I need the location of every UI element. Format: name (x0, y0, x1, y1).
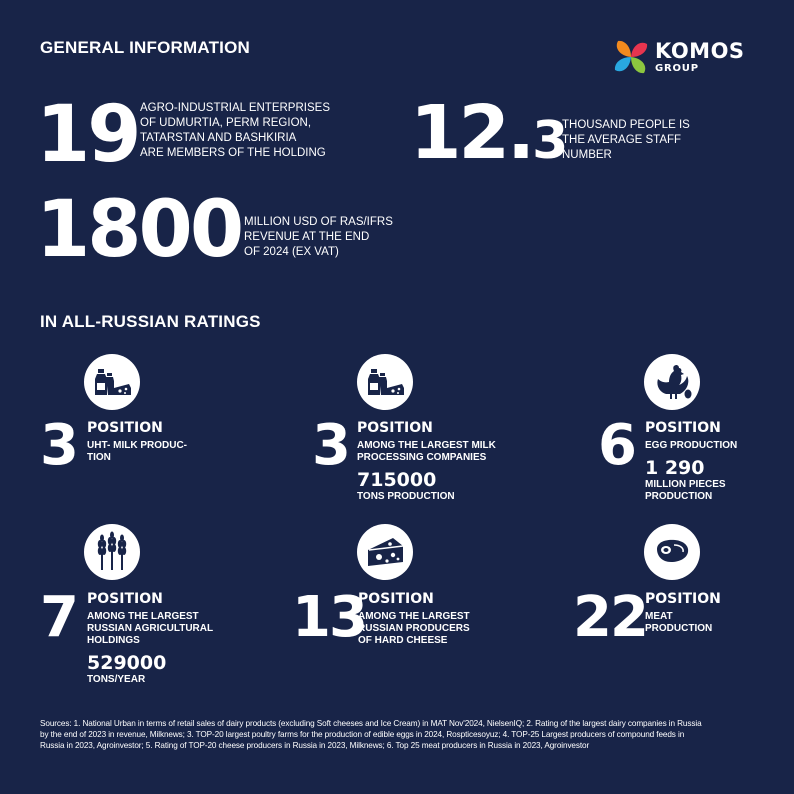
revenue-desc-line: MILLION USD OF RAS/IFRS (244, 216, 393, 228)
staff-value-tail: 3 (532, 111, 566, 171)
position-label: POSITION (87, 420, 163, 436)
wheat-icon (84, 524, 140, 580)
section-title-ratings: IN ALL-RUSSIAN RATINGS (40, 312, 261, 331)
rating-desc-line: EGG PRODUCTION (645, 440, 738, 451)
revenue-desc-line: OF 2024 (EX VAT) (244, 246, 339, 258)
enterprises-desc (140, 101, 330, 161)
rating-1-desc (87, 440, 187, 464)
rating-desc-line: AMONG THE LARGEST (87, 611, 199, 622)
revenue-desc (244, 215, 393, 260)
sources-line: Russia in 2023, Agroinvestor; 5. Rating of TOP-20 cheese producers in Russia in 2023, Milknews; 6. Top 25 meat producers in Russia in 2023, Agroinvestor (40, 741, 590, 750)
komos-flower-icon (612, 38, 650, 76)
position-label: POSITION (87, 591, 163, 607)
logo-name: KOMOS (655, 39, 745, 63)
staff-desc (562, 118, 690, 163)
revenue-value: 1800 (36, 185, 242, 275)
rating-3-rank: 6 (598, 413, 635, 478)
rating-1-rank: 3 (40, 413, 77, 478)
milk-cheese-icon (357, 354, 413, 410)
meat-icon (644, 524, 700, 580)
rating-2-text (357, 420, 496, 503)
enterprises-desc-line: OF UDMURTIA, PERM REGION, (140, 117, 312, 129)
rating-desc-line: RUSSIAN AGRICULTURAL (87, 623, 214, 634)
rating-4-desc (87, 611, 213, 647)
rating-6-text (645, 591, 721, 635)
rating-5-text (358, 591, 470, 647)
position-label: POSITION (645, 591, 721, 607)
rating-3-text (645, 420, 737, 503)
sources-line: Sources: 1. National Urban in terms of retail sales of dairy products (excluding Soft cheeses and Ice Cream) in MAT Nov'2024, NielsenIQ; 2. Rating of the largest dairy companies in Russia (40, 719, 702, 728)
rating-desc-line: HOLDINGS (87, 635, 140, 646)
rating-5-rank: 13 (292, 585, 366, 650)
staff-desc-line: THOUSAND PEOPLE IS (562, 119, 690, 131)
logo-sub: GROUP (655, 63, 699, 74)
rating-2-desc (357, 440, 496, 464)
komos-logo (612, 38, 762, 78)
enterprises-value: 19 (36, 90, 139, 180)
rating-5-desc (358, 611, 470, 647)
rating-desc-line: PRODUCTION (645, 623, 713, 634)
rating-desc-line: TION (87, 452, 111, 463)
sources-footnote (40, 718, 760, 751)
staff-value-main: 12. (410, 90, 533, 176)
revenue-desc-line: REVENUE AT THE END (244, 231, 370, 243)
cheese-icon (357, 524, 413, 580)
rating-4-stat-unit: TONS/YEAR (87, 674, 146, 685)
rating-desc-line: AMONG THE LARGEST (358, 611, 470, 622)
rating-3-stat: 1 290 (645, 457, 705, 479)
staff-desc-line: NUMBER (562, 149, 612, 161)
rating-desc-line: PROCESSING COMPANIES (357, 452, 487, 463)
rating-desc-line: UHT- MILK PRODUC- (87, 440, 187, 451)
position-label: POSITION (357, 420, 433, 436)
rating-2-stat-unit: TONS PRODUCTION (357, 491, 455, 502)
position-label: POSITION (358, 591, 434, 607)
rating-2-rank: 3 (312, 413, 349, 478)
rating-4-stat: 529000 (87, 652, 167, 674)
chicken-egg-icon (644, 354, 700, 410)
rating-6-desc (645, 611, 721, 635)
rating-desc-line: MEAT (645, 611, 673, 622)
enterprises-desc-line: AGRO-INDUSTRIAL ENTERPRISES (140, 102, 330, 114)
rating-4-rank: 7 (40, 585, 77, 650)
enterprises-desc-line: TATARSTAN AND BASHKIRIA (140, 132, 297, 144)
rating-3-stat-unit (645, 479, 737, 503)
sources-line: by the end of 2023 in revenue, Milknews; 3. TOP-20 largest poultry farms for the production of edible eggs in 2024, Rospticesoyuz; 4. TOP-25 Largest producers of compound feeds in (40, 730, 685, 739)
staff-desc-line: THE AVERAGE STAFF (562, 134, 682, 146)
stat-unit-line: PRODUCTION (645, 491, 713, 502)
rating-1-text (87, 420, 187, 464)
rating-3-desc (645, 440, 737, 452)
milk-cheese-icon (84, 354, 140, 410)
section-title-general: GENERAL INFORMATION (40, 38, 250, 57)
staff-value (410, 90, 566, 176)
rating-2-stat: 715000 (357, 469, 437, 491)
rating-6-rank: 22 (573, 585, 647, 650)
position-label: POSITION (645, 420, 721, 436)
rating-desc-line: AMONG THE LARGEST MILK (357, 440, 496, 451)
enterprises-desc-line: ARE MEMBERS OF THE HOLDING (140, 147, 326, 159)
stat-unit-line: MILLION PIECES (645, 479, 726, 490)
rating-4-text (87, 591, 213, 686)
rating-desc-line: RUSSIAN PRODUCERS (358, 623, 470, 634)
rating-desc-line: OF HARD CHEESE (358, 635, 448, 646)
